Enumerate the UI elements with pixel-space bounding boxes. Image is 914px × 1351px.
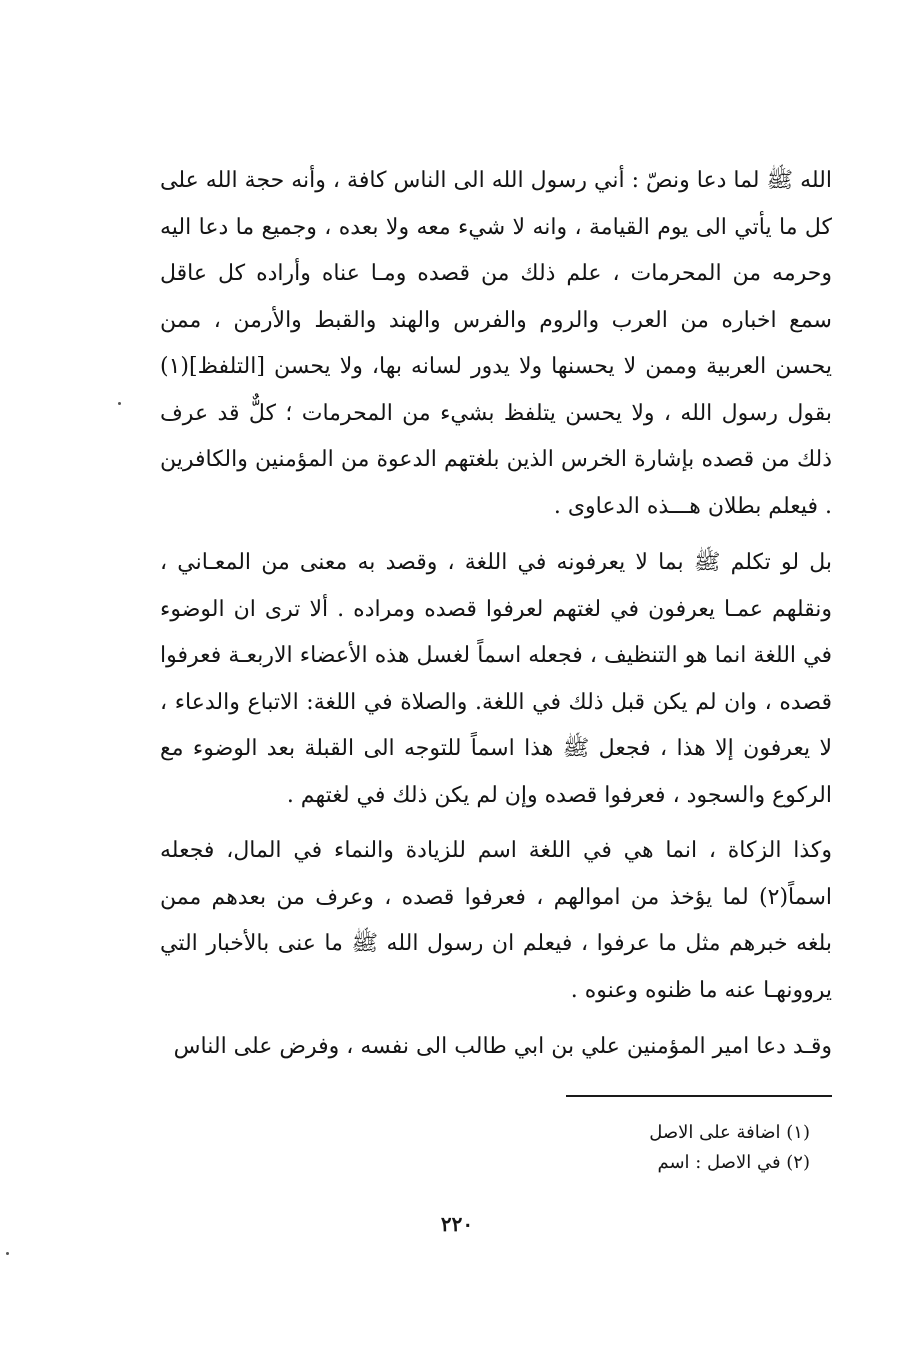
paragraph-2: بل لو تكلم ﷺ بما لا يعرفونه في اللغة ، وقصد به معنى من المعـاني ، ونقلهم عمـا يعرفون في لغتهم لعرفوا قصده ومراده . ألا ترى ان الوضوء في اللغة انما هو التنظيف ، فجعله اسماً لغسل هذه الأعضاء الاربعـة فعرفوا قصده ، وان لم يكن قبل ذلك في اللغة. والصلاة في اللغة: الاتباع والدعاء ، لا يعرفون إلا هذا ، فجعل ﷺ هذا اسماً للتوجه الى القبلة بعد الوضوء مع الركوع والسجود ، فعرفوا قصده وإن لم يكن ذلك في لغتهم . — [160, 550, 832, 808]
page-number: ٢٢٠ — [440, 1212, 474, 1236]
paragraph-1: الله ﷺ لما دعا ونصّ : أني رسول الله الى الناس كافة ، وأنه حجة الله على كل ما يأتي الى يوم القيامة ، وانه لا شيء معه ولا بعده ، وجميع ما دعا اليه وحرمه من المحرمات ، علم ذلك من قصده ومـا عناه وأراده كل عاقل سمع اخباره من العرب والروم والفرس والهند والقبط والأرمن ، ممن يحسن العربية وممن لا يحسنها ولا يدور لسانه بها، ولا يحسن [التلفظ](١) بقول رسول الله ، ولا يحسن يتلفظ بشيء من المحرمات ؛ كلٌّ قد عرف ذلك من قصده بإشارة الخرس الذين بلغتهم الدعوة من المؤمنين والكافرين . فيعلم بطلان هـــذه الدعاوى . — [160, 168, 832, 519]
scan-speck — [6, 1252, 9, 1255]
scan-speck — [118, 402, 121, 405]
footnote-1: (١) اضافة على الاصل — [649, 1122, 810, 1143]
paragraph-4: وقـد دعا امير المؤمنين علي بن ابي طالب الى نفسه ، وفرض على الناس — [173, 1034, 832, 1059]
footnotes — [560, 1118, 810, 1178]
footnote-2: (٢) في الاصل : اسم — [657, 1152, 810, 1173]
footnote-divider — [566, 1095, 832, 1097]
paragraph-3: وكذا الزكاة ، انما هي في اللغة اسم للزيادة والنماء في المال، فجعله اسماً(٢) لما يؤخذ من اموالهم ، فعرفوا قصده ، وعرف من بعدهم ممن بلغه خبرهم مثل ما عرفوا ، فيعلم ان رسول الله ﷺ ما عنى بالأخبار التي يروونهـا عنه ما ظنوه وعنوه . — [160, 838, 832, 1003]
